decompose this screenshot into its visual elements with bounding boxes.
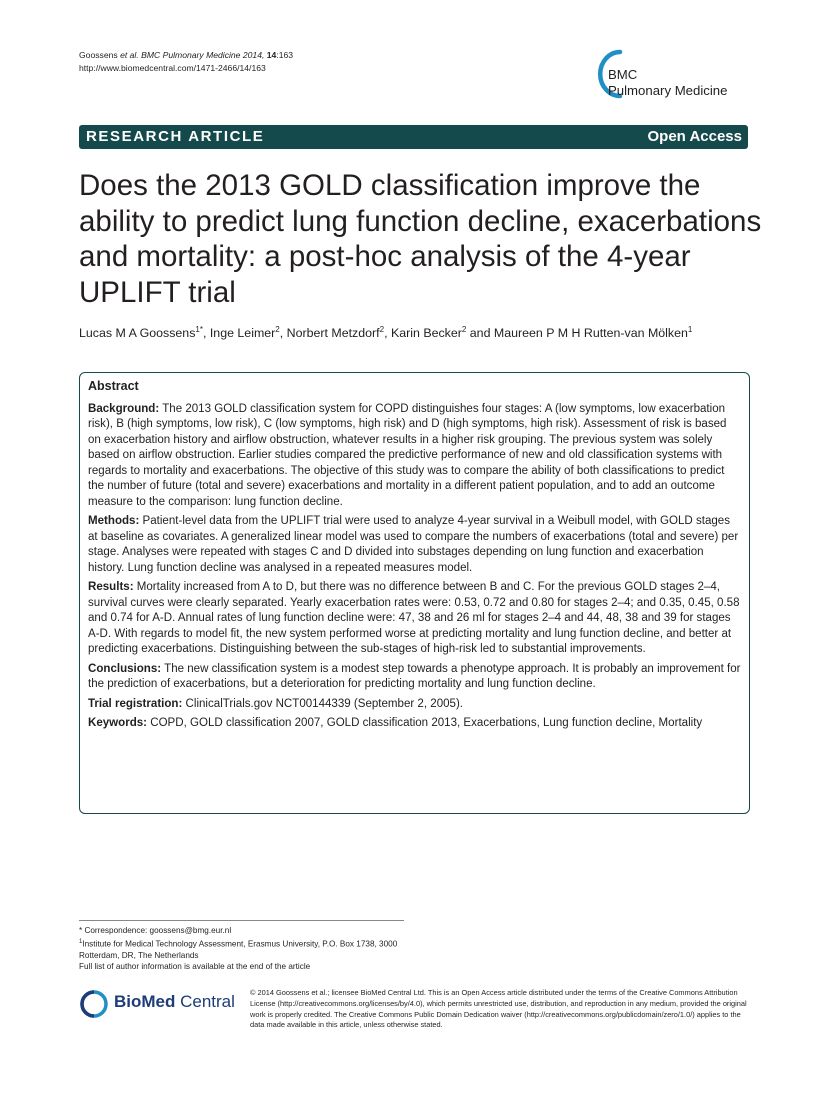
abstract-section-label: Background: — [88, 402, 160, 415]
affiliation-sup: 1 — [79, 938, 83, 945]
author-list — [79, 322, 692, 341]
article-type-bar — [79, 125, 748, 149]
abstract-sections — [88, 402, 741, 732]
abstract-section-label: Methods: — [88, 515, 140, 527]
footnotes — [79, 925, 409, 973]
journal-name-line2: Pulmonary Medicine — [608, 83, 728, 98]
citation-line — [79, 49, 293, 62]
abstract-section-label: Conclusions: — [88, 662, 162, 675]
citation-author: Goossens — [79, 50, 118, 60]
abstract-section-label: Keywords: — [88, 717, 148, 729]
abstract-section — [88, 697, 741, 713]
citation-journal: BMC Pulmonary Medicine 2014, — [141, 50, 265, 60]
author-affiliation-sup: 2 — [379, 325, 385, 334]
abstract-section-text: ClinicalTrials.gov NCT00144339 (September 2, 2005). — [182, 697, 464, 710]
abstract-section-text: Patient-level data from the UPLIFT trial were used to analyze 4-year survival in a Weibull model, with GOLD stages at baseline as covariates. A generalized linear model was used to compare the numbers of exacerbations (total and severe) per stage. Analyses were repeated with stages C and D divided into substages depending on lung function and exacerbation history. Lung function decline was analysed in a repeated measures model. — [88, 515, 739, 574]
citation-header — [79, 49, 293, 74]
correspondence-note: * Correspondence: goossens@bmg.eur.nl — [79, 926, 232, 935]
journal-name — [608, 67, 727, 99]
abstract-section — [88, 716, 741, 732]
abstract-section-text: The new classification system is a modest step towards a phenotype approach. It is probably an improvement for the prediction of exacerbations, but a deterioration for predicting mortality and lung function decline. — [88, 662, 741, 690]
author-name: Maureen P M H Rutten-van Mölken — [493, 326, 688, 341]
author-name: Inge Leimer — [209, 326, 276, 341]
citation-article-number: :163 — [276, 50, 294, 60]
abstract-box — [79, 372, 750, 814]
wordmark-bold: BioMed — [114, 992, 176, 1011]
journal-name-line1: BMC — [608, 67, 638, 82]
author-separator: and — [466, 326, 494, 341]
author-affiliation-sup: 2 — [461, 325, 467, 334]
author-info-note: Full list of author information is available at the end of the article — [79, 962, 311, 972]
abstract-section — [88, 514, 741, 576]
abstract-section — [88, 580, 741, 658]
abstract-section-text: Mortality increased from A to D, but there was no difference between B and C. For the previous GOLD stages 2–4, survival curves were clearly separated. Yearly exacerbation rates were: 0.53, 0.72 and 0.80 for stages 2–4; and 0.35, 0.45, 0.58 and 0.74 for A-D. Annual rates of lung function decline were: 47, 38 and 26 ml for stages 2–4 and 44, 48, 38 and 39 for stages A-D. With regards to model fit, the new system performed worse at predicting mortality and lung function decline, and better at predicting exacerbations. Distinguishing between the sub-stages of high-risk led to substantial improvements. — [88, 581, 740, 655]
abstract-section — [88, 662, 741, 693]
abstract-section — [88, 402, 741, 511]
abstract-section-label: Results: — [88, 581, 134, 593]
citation-etal: et al. — [120, 50, 139, 60]
author-name: Norbert Metzdorf — [286, 326, 380, 341]
author-name: Karin Becker — [390, 326, 462, 341]
article-title: Does the 2013 GOLD classification improve the ability to predict lung function decline, exacerbations and mortality: a post-hoc analysis of the 4-year UPLIFT trial — [79, 169, 762, 309]
author-separator: , — [384, 326, 391, 341]
open-access-label: Open Access — [647, 128, 742, 145]
license-text: © 2014 Goossens et al.; licensee BioMed Central Ltd. This is an Open Access article distributed under the terms of the Creative Commons Attribution License (http://creativecommons.org/licenses/by/4.0), which permits unrestricted use, distribution, and reproduction in any medium, provided the original work is properly credited. The Creative Commons Public Domain Dedication waiver (http://creativecommons.org/publicdomain/zero/1.0/) applies to the data made available in this article, unless otherwise stated. — [250, 988, 747, 1030]
author-name: Lucas M A Goossens — [79, 326, 196, 341]
author-separator: , — [279, 326, 287, 341]
author-separator: , — [202, 326, 210, 341]
article-type-label: RESEARCH ARTICLE — [86, 128, 265, 145]
author-affiliation-sup: 1* — [195, 325, 203, 334]
abstract-section-text: The 2013 GOLD classification system for COPD distinguishes four stages: A (low symptoms, low exacerbation risk), B (high symptoms, low risk), C (low symptoms, high risk) and D (high symptoms, high risk). Assessment of risk is based on exacerbation history and airflow obstruction, whatever results in a higher risk grouping. The previous system was solely based on airflow obstruction. Earlier studies compared the predictive performance of new and old classification systems with regards to mortality and exacerbations. The objective of this study was to compare the ability of both classifications to predict the number of future (total and severe) exacerbations and mortality in a different patient population, and to add an outcome measure to the comparison: lung function decline. — [88, 402, 727, 508]
wordmark-regular: Central — [175, 992, 235, 1011]
affiliation-note — [79, 937, 409, 962]
author-affiliation-sup: 1 — [687, 325, 693, 334]
abstract-section-text: COPD, GOLD classification 2007, GOLD classification 2013, Exacerbations, Lung function decline, Mortality — [147, 717, 703, 729]
affiliation-text: Institute for Medical Technology Assessment, Erasmus University, P.O. Box 1738, 3000 Rotterdam, DR, The Netherlands — [79, 939, 398, 960]
abstract-section-label: Trial registration: — [88, 697, 183, 710]
abstract-heading: Abstract — [88, 379, 139, 393]
footnote-divider — [79, 920, 404, 921]
biomed-central-logo — [79, 988, 239, 1020]
citation-volume: 14 — [266, 50, 277, 60]
journal-logo — [590, 46, 760, 102]
article-url-link[interactable]: http://www.biomedcentral.com/1471-2466/14/163 — [79, 62, 266, 73]
biomed-central-wordmark — [114, 992, 235, 1012]
biomed-central-ring-icon — [79, 988, 111, 1020]
author-affiliation-sup: 2 — [275, 325, 280, 334]
